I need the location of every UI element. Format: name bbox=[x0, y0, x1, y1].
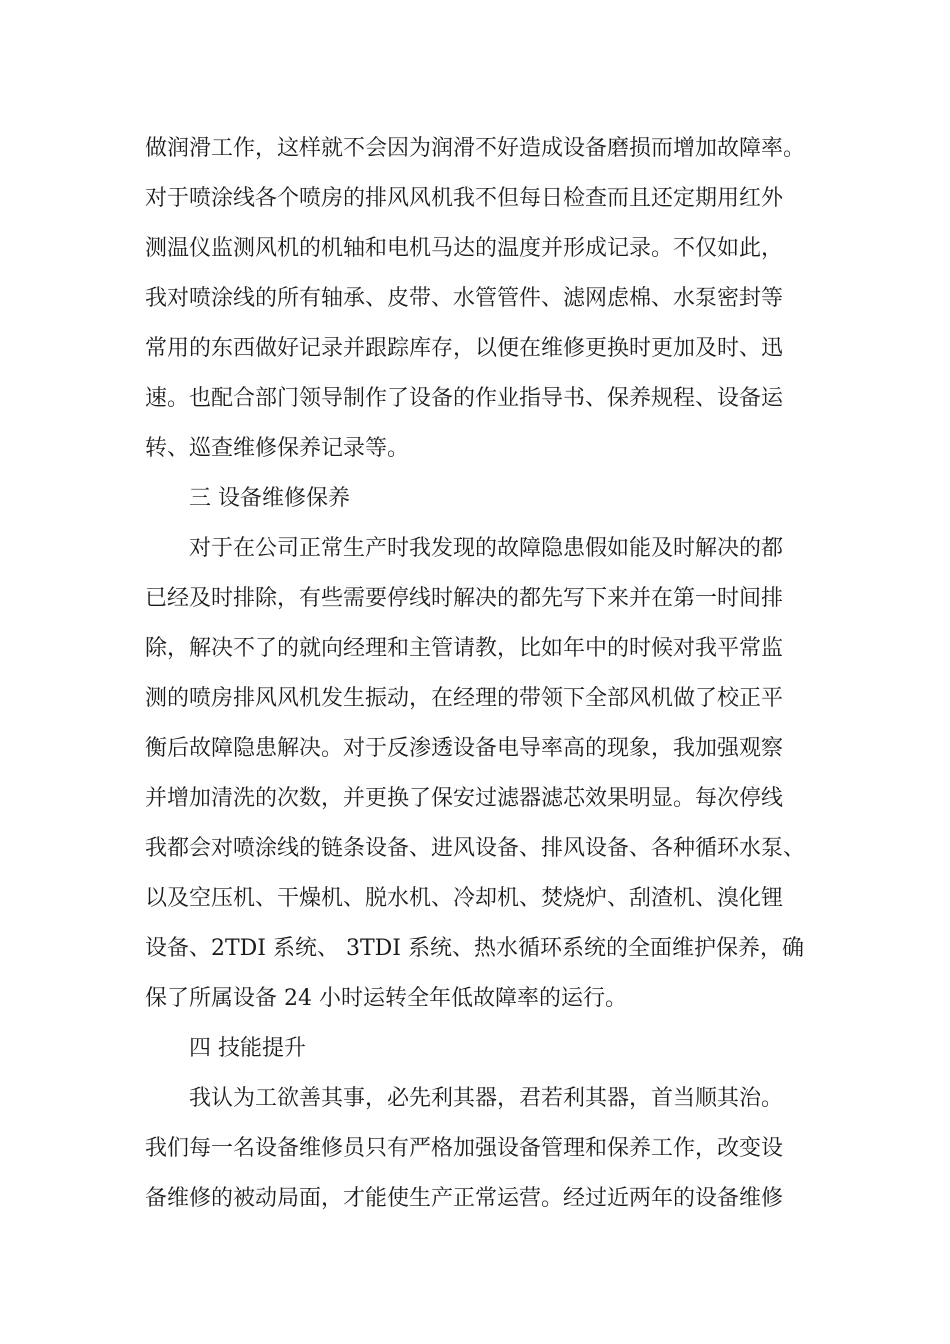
text-line: 做润滑工作，这样就不会因为润滑不好造成设备磨损而增加故障率。 bbox=[145, 136, 806, 161]
text-line: 设备、2TDI 系统、 3TDI 系统、热水循环系统的全面维护保养，确 bbox=[145, 936, 804, 961]
text-line: 速。也配合部门领导制作了设备的作业指导书、保养规程、设备运 bbox=[145, 386, 784, 411]
text-line: 我认为工欲善其事，必先利其器，君若利其器，首当顺其治。 bbox=[189, 1086, 784, 1111]
text-line: 除，解决不了的就向经理和主管请教，比如年中的时候对我平常监 bbox=[145, 636, 784, 661]
text-line: 以及空压机、干燥机、脱水机、冷却机、焚烧炉、刮渣机、溴化锂 bbox=[145, 886, 784, 911]
text-line: 衡后故障隐患解决。对于反渗透设备电导率高的现象，我加强观察 bbox=[145, 736, 784, 761]
text-line: 测温仪监测风机的机轴和电机马达的温度并形成记录。不仅如此， bbox=[145, 236, 784, 261]
section-heading: 三 设备维修保养 bbox=[189, 486, 350, 511]
text-line: 我们每一名设备维修员只有严格加强设备管理和保养工作，改变设 bbox=[145, 1136, 784, 1161]
text-line: 测的喷房排风风机发生振动，在经理的带领下全部风机做了校正平 bbox=[145, 686, 784, 711]
text-line: 我都会对喷涂线的链条设备、进风设备、排风设备、各种循环水泵、 bbox=[145, 836, 806, 861]
text-line: 对于喷涂线各个喷房的排风风机我不但每日检查而且还定期用红外 bbox=[145, 186, 784, 211]
text-line: 已经及时排除，有些需要停线时解决的都先写下来并在第一时间排 bbox=[145, 586, 784, 611]
text-line: 常用的东西做好记录并跟踪库存，以便在维修更换时更加及时、迅 bbox=[145, 336, 784, 361]
text-line: 转、巡查维修保养记录等。 bbox=[145, 436, 410, 461]
text-line: 备维修的被动局面，才能使生产正常运营。经过近两年的设备维修 bbox=[145, 1186, 784, 1211]
section-heading: 四 技能提升 bbox=[189, 1036, 306, 1061]
text-line: 保了所属设备 24 小时运转全年低故障率的运行。 bbox=[145, 986, 627, 1011]
text-line: 并增加清洗的次数，并更换了保安过滤器滤芯效果明显。每次停线 bbox=[145, 786, 784, 811]
text-line: 我对喷涂线的所有轴承、皮带、水管管件、滤网虑棉、水泵密封等 bbox=[145, 286, 784, 311]
text-line: 对于在公司正常生产时我发现的故障隐患假如能及时解决的都 bbox=[189, 536, 784, 561]
